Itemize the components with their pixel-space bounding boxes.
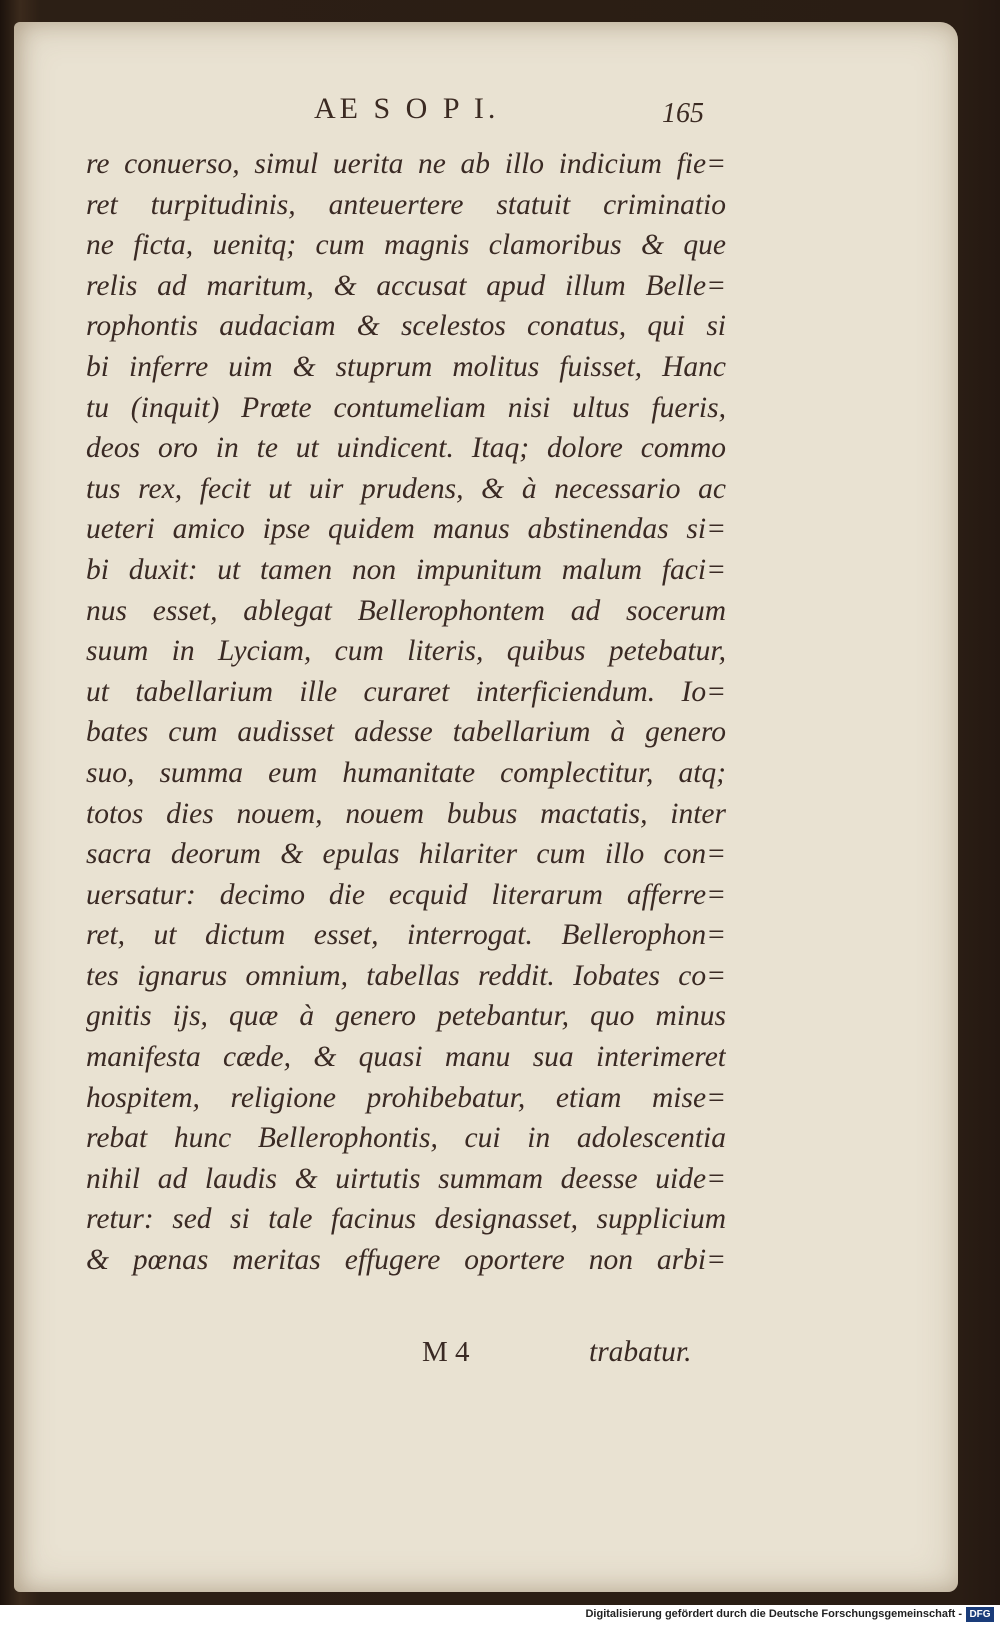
text-line: ret, ut dictum esset, interrogat. Bellerophon= [86,919,726,952]
text-line: rophontis audaciam & scelestos conatus, qui si [86,310,726,343]
book-page [14,22,958,1592]
text-line: re conuerso, simul uerita ne ab illo indicium fie= [86,148,726,180]
text-line: manifesta cæde, & quasi manu sua interimeret [86,1041,726,1074]
text-line: nihil ad laudis & uirtutis summam deesse uide= [86,1162,726,1195]
text-line: suum in Lyciam, cum literis, quibus petebatur, [86,635,726,668]
text-line: ret turpitudinis, anteuertere statuit criminatio [86,188,726,221]
text-line: totos dies nouem, nouem bubus mactatis, inter [86,797,726,830]
text-line: bi inferre uim & stuprum molitus fuisset, Hanc [86,350,726,383]
text-line: & pœnas meritas effugere oportere non arbi= [86,1244,726,1277]
signature-mark: M 4 [422,1336,470,1368]
text-line: nus esset, ablegat Bellerophontem ad socerum [86,594,726,627]
text-line: retur: sed si tale facinus designasset, supplicium [86,1203,726,1236]
text-line: ut tabellarium ille curaret interficiendum. Io= [86,675,726,708]
text-line: rebat hunc Bellerophontis, cui in adolescentia [86,1122,726,1155]
catchword: trabatur. [589,1336,692,1368]
text-line: suo, summa eum humanitate complectitur, atq; [86,756,726,789]
body-text [86,144,726,1281]
text-line: ne ficta, uenitq; cum magnis clamoribus & que [86,229,726,262]
text-line: tes ignarus omnium, tabellas reddit. Iobates co= [86,959,726,992]
text-line: deos oro in te ut uindicent. Itaq; dolore commo [86,432,726,465]
text-line: tus rex, fecit ut uir prudens, & à necessario ac [86,472,726,505]
text-line: ueteri amico ipse quidem manus abstinendas si= [86,513,726,546]
digitization-footer [0,1605,1000,1625]
text-line: hospitem, religione prohibebatur, etiam mise= [86,1081,726,1114]
funding-notice: Digitalisierung gefördert durch die Deutsche Forschungsgemeinschaft - [585,1608,962,1620]
text-line: uersatur: decimo die ecquid literarum afferre= [86,878,726,911]
dfg-logo-icon: DFG [966,1607,994,1622]
text-line: bi duxit: ut tamen non impunitum malum faci= [86,553,726,586]
text-line: relis ad maritum, & accusat apud illum Belle= [86,269,726,302]
text-line: gnitis ijs, quæ à genero petebantur, quo minus [86,1000,726,1033]
page-number: 165 [662,98,704,129]
text-line: tu (inquit) Prœte contumeliam nisi ultus fueris, [86,391,726,424]
text-line: bates cum audisset adesse tabellarium à genero [86,716,726,749]
page-header [14,92,958,132]
text-line: sacra deorum & epulas hilariter cum illo con= [86,838,726,871]
running-head: AE S O P I. [314,92,500,125]
